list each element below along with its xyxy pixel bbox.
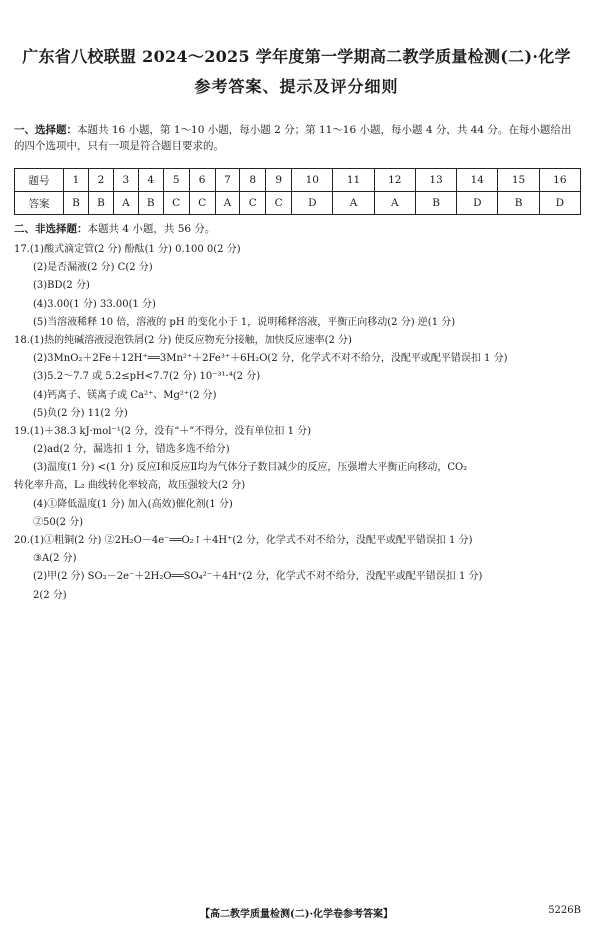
answer-line: ②50(2 分) bbox=[33, 516, 84, 528]
question-number-cell: 14 bbox=[457, 169, 498, 192]
answer-table-answer-row bbox=[15, 192, 581, 215]
answer-line: 转化率升高，L₂ 曲线转化率较高，故压强较大(2 分) bbox=[14, 480, 246, 492]
section-1-text-2: 的四个选项中，只有一项是符合题目要求的。 bbox=[14, 140, 224, 152]
answer-line: 2(2 分) bbox=[33, 589, 67, 601]
answer-line: (2)是否漏液(2 分) C(2 分) bbox=[33, 262, 153, 274]
question-number-cell: 12 bbox=[374, 169, 415, 192]
question-number-cell: 6 bbox=[189, 169, 215, 192]
question-number-cell: 5 bbox=[163, 169, 189, 192]
section-1-text-1: 本题共 16 小题，第 1～10 小题，每小题 2 分；第 11～16 小题，每小题 4 分，共 44 分。在每小题给出 bbox=[77, 124, 572, 136]
answer-line: (4)①降低温度(1 分) 加入(高效)催化剂(1 分) bbox=[33, 498, 233, 510]
answer-cell: B bbox=[138, 192, 163, 215]
answer-line: 18.(1)热的纯碱溶液浸泡铁屑(2 分) 使反应物充分接触，加快反应速率(2 分) bbox=[14, 334, 352, 346]
answer-cell: A bbox=[215, 192, 240, 215]
answer-cell: A bbox=[333, 192, 374, 215]
answer-line: (3)BD(2 分) bbox=[33, 280, 90, 292]
question-number-cell: 7 bbox=[215, 169, 240, 192]
answer-line: ③A(2 分) bbox=[33, 553, 77, 565]
question-number-cell: 3 bbox=[114, 169, 139, 192]
answer-line: (3)5.2～7.7 或 5.2≤pH<7.7(2 分) 10⁻³¹·⁴(2 分) bbox=[33, 371, 261, 383]
answer-cell: D bbox=[292, 192, 333, 215]
answer-line: (4)钙离子、镁离子或 Ca²⁺、Mg²⁺(2 分) bbox=[33, 389, 217, 401]
question-number-cell: 1 bbox=[64, 169, 89, 192]
section-1-heading: 一、选择题： bbox=[14, 124, 77, 136]
section-1-intro bbox=[14, 122, 584, 154]
document-title: 广东省八校联盟 2024～2025 学年度第一学期高二教学质量检测(二)·化学 bbox=[22, 47, 571, 66]
answer-line: (5)当溶液稀释 10 倍，溶液的 pH 的变化小于 1，说明稀释溶液，平衡正向移动(2 分) 逆(1 分) bbox=[33, 316, 456, 328]
question-number-cell: 10 bbox=[292, 169, 333, 192]
answer-cell: B bbox=[498, 192, 539, 215]
answer-line: (5)负(2 分) 11(2 分) bbox=[33, 407, 128, 419]
question-number-cell: 4 bbox=[138, 169, 163, 192]
answer-line: (2)甲(2 分) SO₂－2e⁻＋2H₂O══SO₄²⁻＋4H⁺(2 分，化学式不对不给分，没配平或配平错误扣 1 分) bbox=[33, 571, 483, 583]
question-number-cell: 15 bbox=[498, 169, 539, 192]
answer-cell: B bbox=[89, 192, 114, 215]
answer-line: (2)3MnO₂＋2Fe＋12H⁺══3Mn²⁺＋2Fe³⁺＋6H₂O(2 分，化学式不对不给分，没配平或配平错误扣 1 分) bbox=[33, 353, 508, 365]
answer-line: (4)3.00(1 分) 33.00(1 分) bbox=[33, 298, 156, 310]
answer-cell: B bbox=[415, 192, 456, 215]
page-footer: 【高二教学质量检测(二)·化学卷参考答案】 bbox=[200, 909, 393, 920]
question-number-cell: 9 bbox=[266, 169, 292, 192]
answer-cell: C bbox=[163, 192, 189, 215]
answer-line: 19.(1)＋38.3 kJ·mol⁻¹(2 分，没有“＋”不得分，没有单位扣 1 分) bbox=[14, 425, 312, 437]
answer-cell: A bbox=[374, 192, 415, 215]
answer-line: (3)温度(1 分) <(1 分) 反应Ⅰ和反应Ⅱ均为气体分子数目减少的反应，压强增大平衡正向移动，CO₂ bbox=[33, 462, 468, 474]
question-number-cell: 11 bbox=[333, 169, 374, 192]
answer-table-row1-label: 题号 bbox=[15, 169, 64, 192]
answer-cell: D bbox=[457, 192, 498, 215]
section-2-heading: 二、非选择题： bbox=[14, 223, 88, 235]
question-number-cell: 8 bbox=[240, 169, 266, 192]
answer-line: 17.(1)酸式滴定管(2 分) 酚酞(1 分) 0.100 0(2 分) bbox=[14, 244, 241, 255]
answer-cell: C bbox=[266, 192, 292, 215]
answer-line: (2)ad(2 分，漏选扣 1 分，错选多选不给分) bbox=[33, 444, 230, 456]
answer-cell: A bbox=[114, 192, 139, 215]
answer-line: 20.(1)①粗铜(2 分) ②2H₂O－4e⁻══O₂↑＋4H⁺(2 分，化学式不对不给分，没配平或配平错误扣 1 分) bbox=[14, 535, 473, 546]
answer-cell: D bbox=[539, 192, 580, 215]
question-number-cell: 16 bbox=[539, 169, 580, 192]
answer-table-row2-label: 答案 bbox=[15, 192, 64, 215]
answer-cell: C bbox=[189, 192, 215, 215]
answer-table-number-row bbox=[15, 169, 581, 192]
document-code: 5226B bbox=[548, 905, 581, 916]
answer-cell: C bbox=[240, 192, 266, 215]
section-2-text: 本题共 4 小题，共 56 分。 bbox=[87, 223, 216, 235]
question-number-cell: 2 bbox=[89, 169, 114, 192]
answer-details bbox=[14, 241, 589, 605]
section-2-intro bbox=[14, 221, 584, 237]
answer-cell: B bbox=[64, 192, 89, 215]
question-number-cell: 13 bbox=[415, 169, 456, 192]
answer-table bbox=[14, 168, 581, 215]
document-subtitle: 参考答案、提示及评分细则 bbox=[194, 77, 399, 96]
